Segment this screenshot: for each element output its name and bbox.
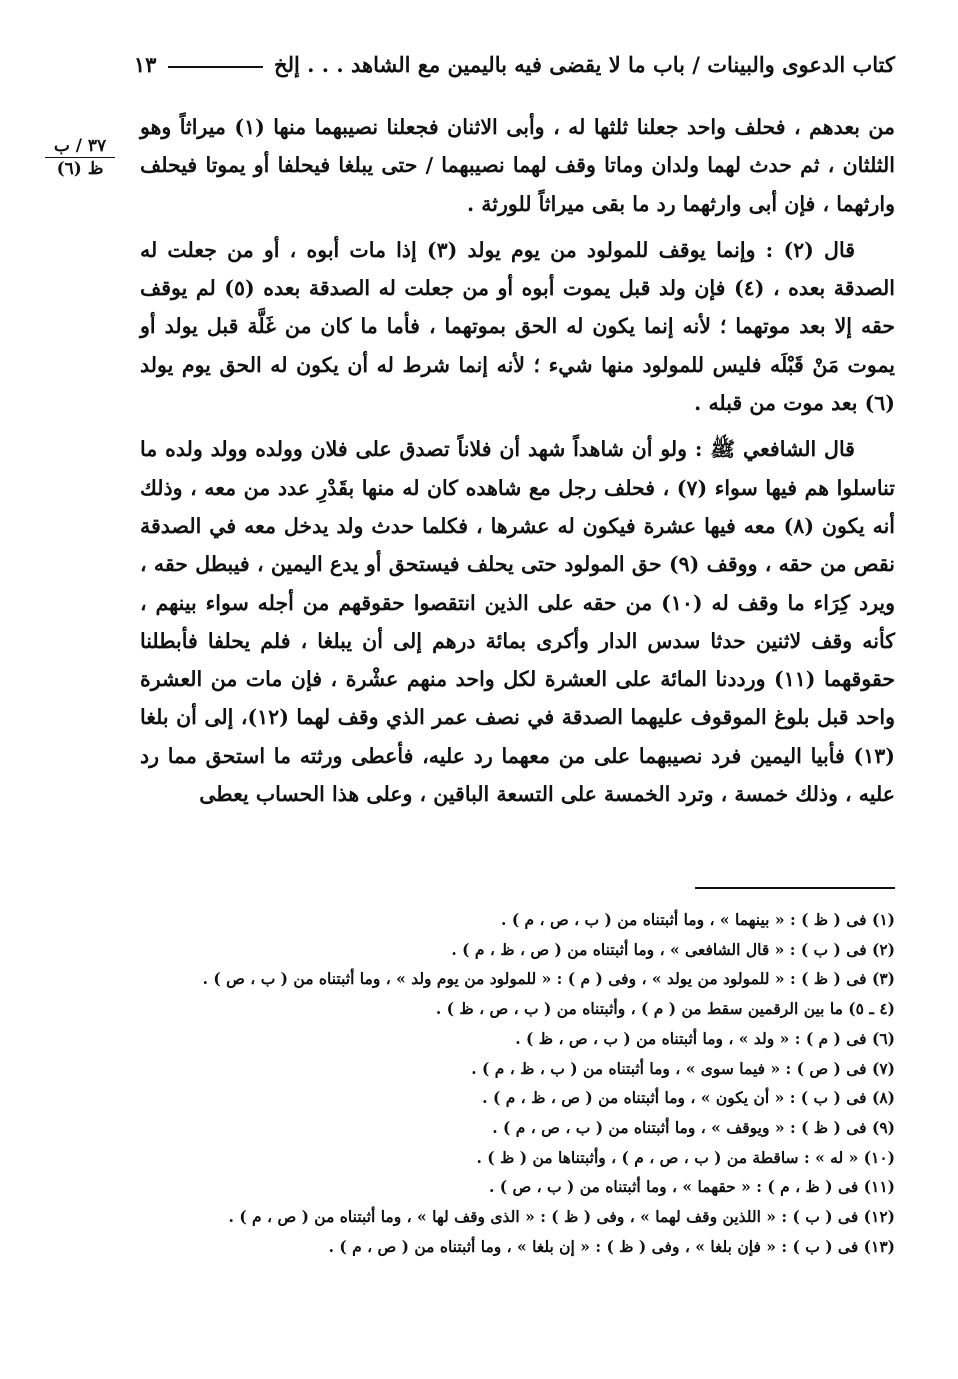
footnote: (٦) فى ( م ) : « ولد » ، وما أثبتناه من ( ب ، ص ، ظ ) .	[515, 1028, 895, 1048]
margin-note-divider	[45, 157, 115, 158]
paragraph	[140, 231, 895, 422]
margin-note-bottom: ظ (٦)	[56, 159, 104, 179]
footnote: (٧) فى ( ص ) : « فيما سوى » ، وما أثبتناه من ( ب ، ظ ، م ) .	[471, 1058, 895, 1078]
speaker-label: قال الشافعي ﷺ	[710, 437, 855, 462]
paragraph-text: من بعدهم ، فحلف واحد جعلنا ثلثها له ، وأبى الاثنان فجعلنا نصيبهما منها (١) ميراثاً وهو الثلثان ، ثم حدث لهما ولدان وماتا وقف لهما نصيبهما / حتى يبلغا فيحلفا أو يموتا فيحلف وارثهما ، فإن أبى وارثهما رد ما بقى ميراثاً للورثة .	[140, 115, 895, 216]
footnote: (٢) فى ( ب ) : « قال الشافعى » ، وما أثبتناه من ( ص ، ظ ، م ) .	[451, 939, 895, 959]
footnote: (٩) فى ( ظ ) : « ويوقف » ، وما أثبتناه من ( ب ، ص ، م ) .	[492, 1117, 895, 1137]
running-header	[133, 52, 895, 92]
footnote: (١) فى ( ظ ) : « بينهما » ، وما أثبتناه من ( ب ، ص ، م ) .	[501, 910, 895, 929]
footnote: (١٠) « له » : ساقطة من ( ب ، ص ، م ) ، وأثبتناها من ( ظ ) .	[476, 1147, 895, 1167]
main-text	[140, 108, 895, 813]
footnote: (١٢) فى ( ب ) : « اللذين وقف لهما » ، وفى ( ظ ) : « الذى وقف لها » ، وما أثبتناه من ( ص ، م ) .	[228, 1207, 895, 1227]
paragraph-text: : ولو أن شاهداً شهد أن فلاناً تصدق على فلان وولده وولد ولده ما تناسلوا هم فيها سواء (٧) ، فحلف رجل مع شاهده كان له منها بقَدْرِ عدد من معه ، وذلك أنه يكون (٨) معه فيها عشرة فيكون له عشرها ، فكلما حدث ولد يدخل معه في الصدقة نقص من حقه ، ووقف (٩) حق المولود حتى يحلف فيستحق أو يدع اليمين ، فيبطل حقه ، ويرد كِرَاء ما وقف له (١٠) من حقه على الذين انتقصوا حقوقهم من أجله سواء بينهم ، كأنه وقف لاثنين حدثا سدس الدار وأكرى بمائة درهم إلى أن يبلغا ، فلم يحلفا فأبطلنا حقوقهما (١١) ورددنا المائة على العشرة لكل واحد منهم عشْرة ، فإن مات من العشرة واحد قبل بلوغ الموقوف عليهما الصدقة في نصف عمر الذي وقف لهما (١٢)، إلى أن بلغا (١٣) فأبيا اليمين فرد نصيبهما على من معهما رد عليه، فأعطى ورثته ما استحق مما رد عليه ، وذلك خمسة ، وترد الخمسة على التسعة الباقين ، وعلى هذا الحساب يعطى	[140, 437, 896, 807]
footnote: (٣) فى ( ظ ) : « للمولود من يولد » ، وفى ( م ) : « للمولود من يوم ولد » ، وما أثبتناه من ( ب ، ص ) .	[202, 969, 895, 989]
header-title: كتاب الدعوى والبينات / باب ما لا يقضى فيه باليمين مع الشاهد . . . إلخ	[274, 52, 895, 77]
footnote: (٨) فى ( ب ) : « أن يكون » ، وما أثبتناه من ( ص ، ظ ، م ) .	[482, 1088, 895, 1108]
margin-note-top: ٣٧ / ب	[53, 136, 107, 156]
speaker-label: قال (٢)	[783, 237, 855, 262]
footnote: (٤ ـ ٥) ما بين الرقمين سقط من ( م ) ، وأثبتناه من ( ب ، ص ، ظ ) .	[435, 999, 895, 1019]
footnotes	[140, 905, 895, 1261]
header-rule	[168, 66, 263, 68]
paragraph	[140, 108, 895, 223]
paragraph-text: : وإنما يوقف للمولود من يوم يولد (٣) إذا مات أبوه ، أو من جعلت له الصدقة بعده ، (٤) فإن ولد قبل يموت أبوه أو من جعلت له الصدقة بعده (٥) لم يوقف حقه إلا بعد موتهما ؛ لأنه إنما يكون له الحق بموتهما ، فأما ما كان من غَلَّة قبل يولد أو يموت مَنْ قَبْلَه فليس للمولود منها شيء ؛ لأنه إنما شرط له أن يكون له الحق يوم يولد (٦) بعد موت من قبله .	[140, 237, 895, 416]
margin-note	[30, 136, 130, 179]
footnote-separator	[695, 887, 895, 889]
paragraph	[140, 430, 895, 813]
footnote: (١١) فى ( ظ ، م ) : « حقهما » ، وما أثبتناه من ( ب ، ص ) .	[488, 1177, 895, 1197]
footnote: (١٣) فى ( ب ) : « فإن بلغا » ، وفى ( ظ ) : « إن بلغا » ، وما أثبتناه من ( ص ، م ) .	[328, 1236, 895, 1256]
page-number: ١٣	[133, 52, 157, 77]
